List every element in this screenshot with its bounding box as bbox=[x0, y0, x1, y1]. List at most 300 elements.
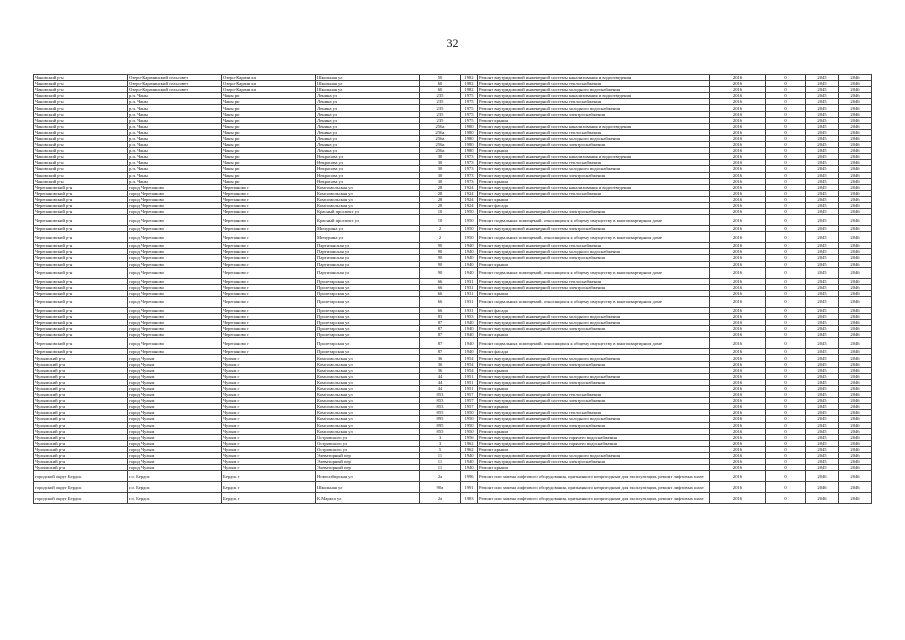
cell-plan-end-2: 2046 bbox=[839, 307, 872, 313]
cell-municipality: город Черепаново bbox=[128, 314, 222, 320]
cell-plan-start: 2016 bbox=[710, 349, 766, 355]
cell-plan-end: 2045 bbox=[806, 209, 839, 215]
cell-work: Ремонт внутридомовой инженерной системы электроснабжения bbox=[478, 111, 710, 117]
cell-plan-end-2: 2046 bbox=[839, 349, 872, 355]
cell-plan-end: 2045 bbox=[806, 332, 839, 338]
cell-plan-end: 2045 bbox=[806, 87, 839, 93]
cell-year: 1973 bbox=[461, 166, 478, 172]
cell-street: Пролетарская ул bbox=[316, 307, 420, 313]
cell-plan-end: 2045 bbox=[806, 434, 839, 440]
page-number: 32 bbox=[446, 36, 459, 50]
cell-year: 1980 bbox=[461, 135, 478, 141]
cell-work: Ремонт внутридомовой инженерной системы электроснабжения bbox=[478, 379, 710, 385]
cell-cost: 0 bbox=[766, 123, 806, 129]
cell-district: Чулымский р-н bbox=[34, 361, 128, 367]
cell-locality: Чулым г bbox=[222, 385, 316, 391]
cell-plan-end-2: 2046 bbox=[839, 243, 872, 249]
cell-street: Пролетарская ул bbox=[316, 314, 420, 320]
cell-district: Чулымский р-н bbox=[34, 428, 128, 434]
cell-house: 90 bbox=[420, 243, 461, 249]
cell-municipality: р.п. Чаны bbox=[128, 166, 222, 172]
cell-locality: Чаны рп bbox=[222, 142, 316, 148]
cell-house: 11 bbox=[420, 452, 461, 458]
cell-plan-start: 2016 bbox=[710, 148, 766, 154]
cell-locality: Чаны рп bbox=[222, 148, 316, 154]
cell-district: Чановский р-н bbox=[34, 75, 128, 81]
cell-street: Ленина ул bbox=[316, 135, 420, 141]
cell-municipality: город Черепаново bbox=[128, 284, 222, 290]
cell-plan-start: 2016 bbox=[710, 123, 766, 129]
cell-street: Ленина ул bbox=[316, 142, 420, 148]
cell-house: 235 bbox=[420, 111, 461, 117]
cell-plan-start: 2016 bbox=[710, 367, 766, 373]
cell-district: Чулымский р-н bbox=[34, 422, 128, 428]
cell-municipality: город Чулым bbox=[128, 385, 222, 391]
cell-house: 28 bbox=[420, 202, 461, 208]
cell-plan-end: 2045 bbox=[806, 404, 839, 410]
cell-house: 853 bbox=[420, 404, 461, 410]
cell-plan-end: 2045 bbox=[806, 361, 839, 367]
cell-district: городской округ Бердск bbox=[34, 482, 128, 493]
cell-cost: 0 bbox=[766, 172, 806, 178]
cell-street: Школьная ул bbox=[316, 75, 420, 81]
cell-year: 1957 bbox=[461, 392, 478, 398]
cell-work: Ремонт внутридомовой инженерной системы теплоснабжения bbox=[478, 81, 710, 87]
cell-cost: 0 bbox=[766, 452, 806, 458]
cell-district: Чулымский р-н bbox=[34, 379, 128, 385]
cell-plan-end: 2045 bbox=[806, 148, 839, 154]
cell-district: Чулымский р-н bbox=[34, 440, 128, 446]
cell-municipality: р.п. Чаны bbox=[128, 93, 222, 99]
cell-year: 1940 bbox=[461, 261, 478, 267]
cell-plan-end: 2045 bbox=[806, 196, 839, 202]
cell-plan-end: 2045 bbox=[806, 261, 839, 267]
cell-municipality: Озеро-Карачинский сельсовет bbox=[128, 87, 222, 93]
cell-cost: 0 bbox=[766, 226, 806, 232]
cell-district: Чановский р-н bbox=[34, 154, 128, 160]
cell-street: Элеваторный пер bbox=[316, 459, 420, 465]
cell-locality: Черепаново г bbox=[222, 307, 316, 313]
cell-district: Черепановский р-н bbox=[34, 249, 128, 255]
cell-municipality: город Чулым bbox=[128, 416, 222, 422]
cell-locality: Черепаново г bbox=[222, 349, 316, 355]
cell-district: Чулымский р-н bbox=[34, 446, 128, 452]
cell-municipality: город Чулым bbox=[128, 459, 222, 465]
cell-year: 1950 bbox=[461, 232, 478, 243]
cell-locality: Чулым г bbox=[222, 434, 316, 440]
cell-plan-end: 2045 bbox=[806, 184, 839, 190]
cell-house: 895 bbox=[420, 416, 461, 422]
cell-plan-end-2: 2046 bbox=[839, 434, 872, 440]
cell-locality: Чаны рп bbox=[222, 99, 316, 105]
cell-plan-end-2: 2046 bbox=[839, 404, 872, 410]
cell-plan-start: 2016 bbox=[710, 111, 766, 117]
cell-year: 1940 bbox=[461, 465, 478, 471]
cell-locality: Чаны рп bbox=[222, 172, 316, 178]
cell-house: 87 bbox=[420, 326, 461, 332]
cell-work: Ремонт внутридомовой инженерной системы холодного водоснабжения bbox=[478, 249, 710, 255]
cell-district: Чановский р-н bbox=[34, 135, 128, 141]
cell-street: Мичурина ул bbox=[316, 226, 420, 232]
cell-locality: Бердск г bbox=[222, 493, 316, 504]
cell-plan-end: 2045 bbox=[806, 190, 839, 196]
cell-plan-start: 2016 bbox=[710, 392, 766, 398]
cell-municipality: город Чулым bbox=[128, 452, 222, 458]
cell-year: 1980 bbox=[461, 129, 478, 135]
cell-municipality: город Черепаново bbox=[128, 338, 222, 349]
cell-district: Черепановский р-н bbox=[34, 332, 128, 338]
cell-house: 66 bbox=[420, 284, 461, 290]
cell-street: Некрасова ул bbox=[316, 160, 420, 166]
cell-plan-end-2: 2046 bbox=[839, 81, 872, 87]
cell-year: 1982 bbox=[461, 81, 478, 87]
cell-municipality: город Чулым bbox=[128, 410, 222, 416]
cell-house: 10 bbox=[420, 209, 461, 215]
cell-house: 2а bbox=[420, 471, 461, 482]
cell-plan-end-2: 2046 bbox=[839, 493, 872, 504]
cell-year: 1975 bbox=[461, 93, 478, 99]
cell-locality: Чаны рп bbox=[222, 105, 316, 111]
cell-locality: Чаны рп bbox=[222, 154, 316, 160]
cell-locality: Чулым г bbox=[222, 452, 316, 458]
cell-cost: 0 bbox=[766, 243, 806, 249]
cell-plan-start: 2016 bbox=[710, 117, 766, 123]
cell-cost: 0 bbox=[766, 326, 806, 332]
cell-municipality: город Черепаново bbox=[128, 209, 222, 215]
cell-plan-start: 2016 bbox=[710, 379, 766, 385]
cell-plan-end-2: 2046 bbox=[839, 355, 872, 361]
cell-plan-start: 2016 bbox=[710, 326, 766, 332]
cell-work: Ремонт фасада bbox=[478, 349, 710, 355]
cell-house: 235 bbox=[420, 117, 461, 123]
cell-plan-end: 2045 bbox=[806, 142, 839, 148]
cell-year: 1973 bbox=[461, 172, 478, 178]
cell-plan-end: 2045 bbox=[806, 355, 839, 361]
cell-municipality: город Черепаново bbox=[128, 243, 222, 249]
cell-district: Черепановский р-н bbox=[34, 284, 128, 290]
cell-year: 1940 bbox=[461, 349, 478, 355]
cell-street: Пролетарская ул bbox=[316, 332, 420, 338]
cell-street: Ленина ул bbox=[316, 111, 420, 117]
cell-plan-end: 2045 bbox=[806, 326, 839, 332]
cell-plan-start: 2016 bbox=[710, 440, 766, 446]
cell-district: Черепановский р-н bbox=[34, 232, 128, 243]
cell-work: Ремонт внутридомовой инженерной системы холодного водоснабжения bbox=[478, 320, 710, 326]
cell-locality: Черепаново г bbox=[222, 326, 316, 332]
cell-plan-end-2: 2046 bbox=[839, 278, 872, 284]
cell-district: Чулымский р-н bbox=[34, 367, 128, 373]
cell-cost: 0 bbox=[766, 320, 806, 326]
cell-district: Чулымский р-н bbox=[34, 416, 128, 422]
cell-locality: Черепаново г bbox=[222, 249, 316, 255]
cell-locality: Черепаново г bbox=[222, 338, 316, 349]
cell-house: 853 bbox=[420, 392, 461, 398]
cell-street: Элеваторный пер bbox=[316, 465, 420, 471]
cell-municipality: р.п. Чаны bbox=[128, 154, 222, 160]
cell-plan-end: 2045 bbox=[806, 135, 839, 141]
cell-plan-end: 2045 bbox=[806, 296, 839, 307]
cell-work: Ремонт внутридомовой инженерной системы холодного водоснабжения bbox=[478, 105, 710, 111]
cell-plan-end-2: 2046 bbox=[839, 93, 872, 99]
cell-cost: 0 bbox=[766, 440, 806, 446]
cell-year: 1996 bbox=[461, 471, 478, 482]
cell-work: Ремонт крыши bbox=[478, 404, 710, 410]
cell-plan-end-2: 2046 bbox=[839, 332, 872, 338]
cell-work: Ремонт подвальных помещений, относящихся к общему имуществу в многоквартирном доме bbox=[478, 296, 710, 307]
cell-house: 895 bbox=[420, 422, 461, 428]
cell-cost: 0 bbox=[766, 398, 806, 404]
cell-cost: 0 bbox=[766, 307, 806, 313]
cell-house: 2 bbox=[420, 232, 461, 243]
cell-cost: 0 bbox=[766, 422, 806, 428]
cell-house: 256а bbox=[420, 135, 461, 141]
cell-plan-end-2: 2046 bbox=[839, 148, 872, 154]
cell-municipality: город Черепаново bbox=[128, 349, 222, 355]
cell-municipality: р.п. Чаны bbox=[128, 142, 222, 148]
cell-district: городской округ Бердск bbox=[34, 471, 128, 482]
cell-plan-start: 2016 bbox=[710, 385, 766, 391]
cell-plan-end: 2046 bbox=[806, 482, 839, 493]
cell-locality: Черепаново г bbox=[222, 202, 316, 208]
cell-plan-end-2: 2046 bbox=[839, 440, 872, 446]
cell-plan-start: 2016 bbox=[710, 332, 766, 338]
cell-district: Чановский р-н bbox=[34, 178, 128, 184]
cell-municipality: город Черепаново bbox=[128, 307, 222, 313]
cell-house: 256а bbox=[420, 129, 461, 135]
cell-district: Чановский р-н bbox=[34, 87, 128, 93]
cell-locality: Черепаново г bbox=[222, 243, 316, 249]
cell-plan-end-2: 2046 bbox=[839, 135, 872, 141]
cell-cost: 0 bbox=[766, 404, 806, 410]
cell-plan-end-2: 2046 bbox=[839, 416, 872, 422]
cell-plan-end-2: 2046 bbox=[839, 215, 872, 226]
cell-municipality: город Черепаново bbox=[128, 226, 222, 232]
cell-cost: 0 bbox=[766, 465, 806, 471]
cell-year: 1956 bbox=[461, 434, 478, 440]
cell-street: Комсомольская ул bbox=[316, 422, 420, 428]
cell-district: Чулымский р-н bbox=[34, 355, 128, 361]
cell-house: 5 bbox=[420, 446, 461, 452]
cell-district: Черепановский р-н bbox=[34, 326, 128, 332]
cell-plan-end: 2045 bbox=[806, 267, 839, 278]
table-row bbox=[34, 482, 872, 493]
cell-municipality: р.п. Чаны bbox=[128, 99, 222, 105]
cell-district: Чулымский р-н bbox=[34, 373, 128, 379]
cell-locality: Чулым г bbox=[222, 355, 316, 361]
cell-cost: 0 bbox=[766, 75, 806, 81]
cell-plan-end: 2045 bbox=[806, 465, 839, 471]
cell-plan-end-2: 2046 bbox=[839, 105, 872, 111]
cell-plan-end-2: 2046 bbox=[839, 172, 872, 178]
cell-cost: 0 bbox=[766, 349, 806, 355]
cell-year: 1940 bbox=[461, 459, 478, 465]
cell-cost: 0 bbox=[766, 190, 806, 196]
cell-plan-end: 2045 bbox=[806, 440, 839, 446]
cell-work: Ремонт внутридомовой инженерной системы электроснабжения bbox=[478, 142, 710, 148]
cell-plan-end: 2046 bbox=[806, 493, 839, 504]
cell-plan-end-2: 2046 bbox=[839, 471, 872, 482]
cell-locality: Черепаново г bbox=[222, 215, 316, 226]
cell-house: 11 bbox=[420, 459, 461, 465]
cell-locality: Озеро-Карачи кп bbox=[222, 87, 316, 93]
cell-house: 30 bbox=[420, 178, 461, 184]
cell-street: Некрасова ул bbox=[316, 154, 420, 160]
cell-district: Чановский р-н bbox=[34, 148, 128, 154]
cell-cost: 0 bbox=[766, 261, 806, 267]
cell-locality: Черепаново г bbox=[222, 184, 316, 190]
cell-plan-end: 2045 bbox=[806, 379, 839, 385]
cell-street: Школьная ул bbox=[316, 482, 420, 493]
cell-locality: Озеро-Карачи кп bbox=[222, 75, 316, 81]
cell-house: 28 bbox=[420, 196, 461, 202]
cell-district: Чулымский р-н bbox=[34, 452, 128, 458]
cell-municipality: Озеро-Карачинский сельсовет bbox=[128, 81, 222, 87]
cell-house: 66 bbox=[420, 296, 461, 307]
cell-municipality: г.о. Бердск bbox=[128, 493, 222, 504]
cell-locality: Чулым г bbox=[222, 373, 316, 379]
cell-district: Черепановский р-н bbox=[34, 296, 128, 307]
cell-plan-start: 2016 bbox=[710, 320, 766, 326]
cell-street: Ленина ул bbox=[316, 148, 420, 154]
cell-locality: Чулым г bbox=[222, 422, 316, 428]
cell-year: 1931 bbox=[461, 296, 478, 307]
cell-cost: 0 bbox=[766, 202, 806, 208]
cell-year: 1954 bbox=[461, 367, 478, 373]
cell-plan-start: 2016 bbox=[710, 93, 766, 99]
cell-plan-start: 2016 bbox=[710, 290, 766, 296]
cell-street: Школьная ул bbox=[316, 81, 420, 87]
cell-street: Комсомольская ул bbox=[316, 416, 420, 422]
cell-house: 44 bbox=[420, 385, 461, 391]
cell-locality: Чулым г bbox=[222, 428, 316, 434]
cell-year: 1954 bbox=[461, 361, 478, 367]
cell-street: Пролетарская ул bbox=[316, 326, 420, 332]
cell-year: 1950 bbox=[461, 422, 478, 428]
cell-plan-start: 2016 bbox=[710, 296, 766, 307]
cell-plan-end-2: 2046 bbox=[839, 129, 872, 135]
cell-plan-end: 2045 bbox=[806, 338, 839, 349]
cell-plan-end-2: 2046 bbox=[839, 184, 872, 190]
cell-plan-end: 2045 bbox=[806, 452, 839, 458]
cell-plan-start: 2016 bbox=[710, 87, 766, 93]
cell-plan-end: 2045 bbox=[806, 172, 839, 178]
cell-house: 235 bbox=[420, 105, 461, 111]
cell-year: 1975 bbox=[461, 105, 478, 111]
cell-street: Комсомольская ул bbox=[316, 379, 420, 385]
cell-street: Комсомольская ул bbox=[316, 404, 420, 410]
cell-locality: Чулым г bbox=[222, 459, 316, 465]
cell-house: 256а bbox=[420, 123, 461, 129]
cell-work: Ремонт внутридомовой инженерной системы холодного водоснабжения bbox=[478, 452, 710, 458]
cell-cost: 0 bbox=[766, 493, 806, 504]
cell-house: 855 bbox=[420, 428, 461, 434]
cell-year: 1924 bbox=[461, 202, 478, 208]
cell-locality: Чулым г bbox=[222, 410, 316, 416]
cell-district: Чулымский р-н bbox=[34, 434, 128, 440]
table-row bbox=[34, 296, 872, 307]
cell-year: 1950 bbox=[461, 410, 478, 416]
cell-plan-start: 2016 bbox=[710, 404, 766, 410]
cell-municipality: р.п. Чаны bbox=[128, 111, 222, 117]
cell-street: Мичурина ул bbox=[316, 232, 420, 243]
cell-locality: Чаны рп bbox=[222, 135, 316, 141]
cell-street: Пролетарская ул bbox=[316, 290, 420, 296]
cell-work: Ремонт или замена лифтового оборудования, признанного непригодным для эксплуатации, ремонт лифтовых шахт bbox=[478, 471, 710, 482]
cell-district: Чановский р-н bbox=[34, 129, 128, 135]
cell-cost: 0 bbox=[766, 184, 806, 190]
cell-work: Ремонт крыши bbox=[478, 465, 710, 471]
cell-plan-end: 2045 bbox=[806, 320, 839, 326]
cell-street: Комсомольская ул bbox=[316, 385, 420, 391]
cell-year: 1957 bbox=[461, 398, 478, 404]
cell-work: Ремонт внутридомовой инженерной системы теплоснабжения bbox=[478, 392, 710, 398]
cell-municipality: город Чулым bbox=[128, 398, 222, 404]
cell-municipality: город Черепаново bbox=[128, 290, 222, 296]
cell-work: Ремонт крыши bbox=[478, 261, 710, 267]
cell-district: городской округ Бердск bbox=[34, 493, 128, 504]
cell-locality: Черепаново г bbox=[222, 261, 316, 267]
cell-house: 44 bbox=[420, 379, 461, 385]
cell-municipality: р.п. Чаны bbox=[128, 129, 222, 135]
cell-municipality: город Чулым bbox=[128, 440, 222, 446]
table-body bbox=[34, 75, 872, 504]
cell-year: 1962 bbox=[461, 446, 478, 452]
cell-municipality: г.о. Бердск bbox=[128, 471, 222, 482]
cell-street: Партизанская ул bbox=[316, 243, 420, 249]
cell-locality: Черепаново г bbox=[222, 320, 316, 326]
cell-plan-end-2: 2046 bbox=[839, 290, 872, 296]
cell-plan-start: 2016 bbox=[710, 184, 766, 190]
cell-plan-start: 2016 bbox=[710, 459, 766, 465]
cell-year: 1975 bbox=[461, 111, 478, 117]
cell-locality: Чулым г bbox=[222, 416, 316, 422]
cell-municipality: город Чулым bbox=[128, 392, 222, 398]
cell-year: 1940 bbox=[461, 452, 478, 458]
cell-locality: Чулым г bbox=[222, 446, 316, 452]
cell-house: 256а bbox=[420, 148, 461, 154]
cell-plan-end: 2045 bbox=[806, 117, 839, 123]
cell-plan-start: 2016 bbox=[710, 129, 766, 135]
cell-year: 1973 bbox=[461, 178, 478, 184]
cell-cost: 0 bbox=[766, 367, 806, 373]
cell-district: Черепановский р-н bbox=[34, 215, 128, 226]
table-row bbox=[34, 215, 872, 226]
cell-plan-end-2: 2046 bbox=[839, 379, 872, 385]
cell-year: 1931 bbox=[461, 278, 478, 284]
cell-locality: Чулым г bbox=[222, 361, 316, 367]
cell-plan-start: 2016 bbox=[710, 452, 766, 458]
cell-plan-end-2: 2046 bbox=[839, 392, 872, 398]
cell-municipality: город Черепаново bbox=[128, 278, 222, 284]
cell-district: Чановский р-н bbox=[34, 117, 128, 123]
cell-house: 90 bbox=[420, 255, 461, 261]
cell-locality: Чулым г bbox=[222, 379, 316, 385]
cell-locality: Чулым г bbox=[222, 465, 316, 471]
cell-year: 1950 bbox=[461, 215, 478, 226]
cell-plan-start: 2016 bbox=[710, 314, 766, 320]
table-row bbox=[34, 471, 872, 482]
cell-cost: 0 bbox=[766, 196, 806, 202]
cell-year: 1951 bbox=[461, 373, 478, 379]
cell-district: Чановский р-н bbox=[34, 81, 128, 87]
cell-district: Чановский р-н bbox=[34, 93, 128, 99]
cell-plan-end-2: 2046 bbox=[839, 166, 872, 172]
cell-district: Черепановский р-н bbox=[34, 202, 128, 208]
cell-cost: 0 bbox=[766, 267, 806, 278]
cell-work: Ремонт внутридомовой инженерной системы теплоснабжения bbox=[478, 278, 710, 284]
cell-locality: Чулым г bbox=[222, 367, 316, 373]
cell-district: Черепановский р-н bbox=[34, 338, 128, 349]
